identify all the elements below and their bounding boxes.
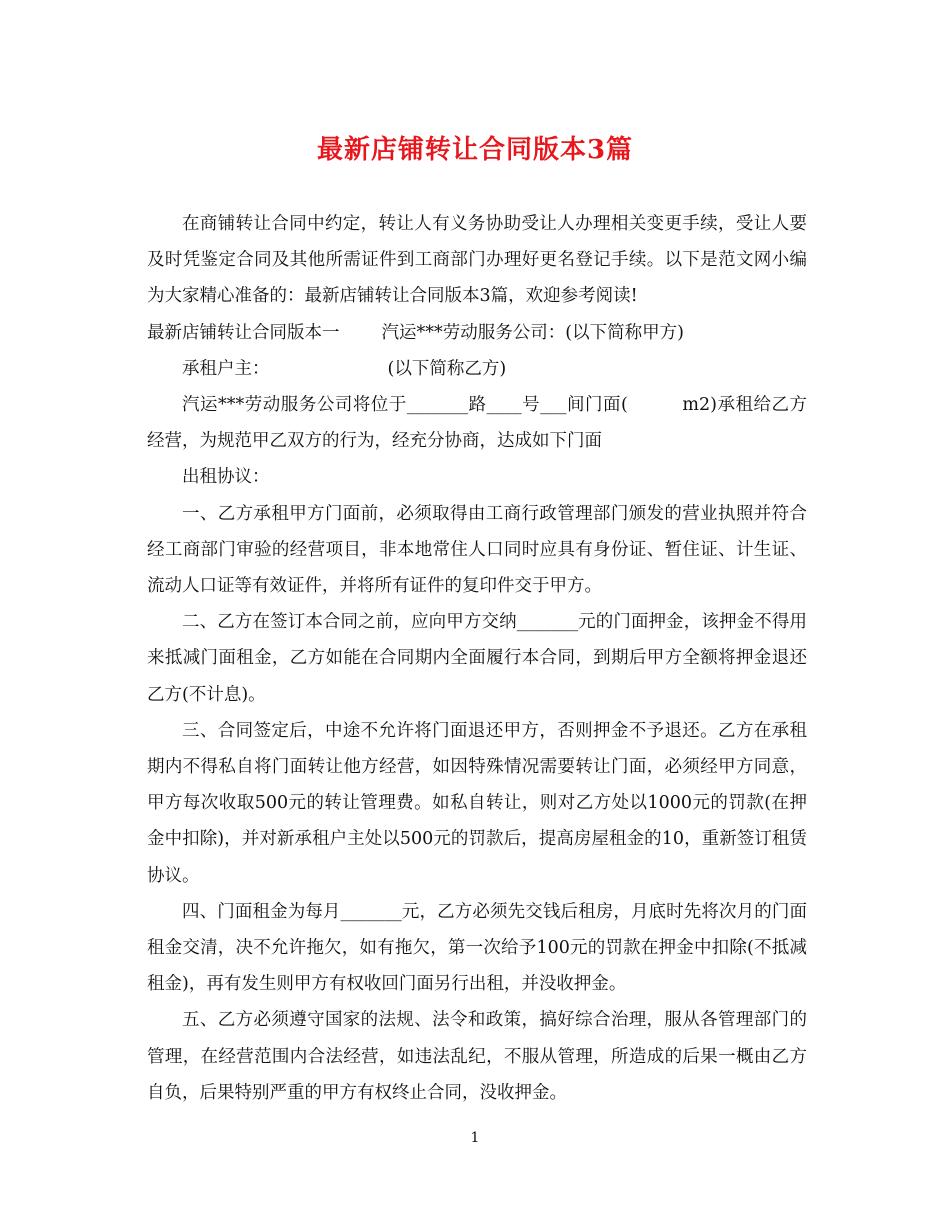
agreement-heading: 出租协议： (182, 467, 270, 488)
version-heading: 最新店铺转让合同版本一 (147, 322, 340, 343)
version-line (147, 315, 807, 351)
clause-3: 三、合同签定后，中途不允许将门面退还甲方，否则押金不予退还。乙方在承租期内不得私自将门面转让他方经营，如因特殊情况需要转让门面，必须经甲方同意，甲方每次收取500元的转让管理费。如私自转让，则对乙方处以1000元的罚款(在押金中扣除)，并对新承租户主处以500元的罚款后，提高房屋租金的10，重新签订租赁协议。 (147, 720, 807, 886)
document-title: 最新店铺转让合同版本3篇 (316, 135, 634, 165)
clause-1: 一、乙方承租甲方门面前，必须取得由工商行政管理部门颁发的营业执照并符合经工商部门审验的经营项目，非本地常住人口同时应具有身份证、暂住证、计生证、流动人口证等有效证件，并将所有证件的复印件交于甲方。 (147, 503, 807, 597)
party-b-line (147, 351, 807, 387)
party-a: 汽运***劳动服务公司：(以下简称甲方) (381, 322, 684, 343)
clause-5: 五、乙方必须遵守国家的法规、法令和政策，搞好综合治理，服从各管理部门的管理，在经营范围内合法经营，如违法乱纪，不服从管理，所造成的后果一概由乙方自负，后果特别严重的甲方有权终止合同，没收押金。 (147, 1010, 807, 1103)
document-body (147, 206, 807, 1111)
page-number: 1 (470, 1130, 480, 1146)
location-paragraph: 汽运***劳动服务公司将位于_______路____号___间门面( m2)承租给乙方经营，为规范甲乙双方的行为，经充分协商，达成如下门面 (147, 395, 807, 452)
clause-2: 二、乙方在签订本合同之前，应向甲方交纳_______元的门面押金，该押金不得用来抵减门面租金，乙方如能在合同期内全面履行本合同，到期后甲方全额将押金退还乙方(不计息)。 (147, 612, 807, 705)
clause-4: 四、门面租金为每月_______元，乙方必须先交钱后租房，月底时先将次月的门面租金交清，决不允许拖欠，如有拖欠，第一次给予100元的罚款在押金中扣除(不抵减租金)，再有发生则甲方有权收回门面另行出租，并没收押金。 (147, 901, 807, 995)
intro-paragraph: 在商铺转让合同中约定，转让人有义务协助受让人办理相关变更手续，受让人要及时凭鉴定合同及其他所需证件到工商部门办理好更名登记手续。以下是范文网小编为大家精心准备的：最新店铺转让合同版本3篇，欢迎参考阅读! (147, 214, 807, 307)
party-b-label: 承租户主： (182, 358, 270, 379)
party-b-note: (以下简称乙方) (387, 358, 507, 379)
